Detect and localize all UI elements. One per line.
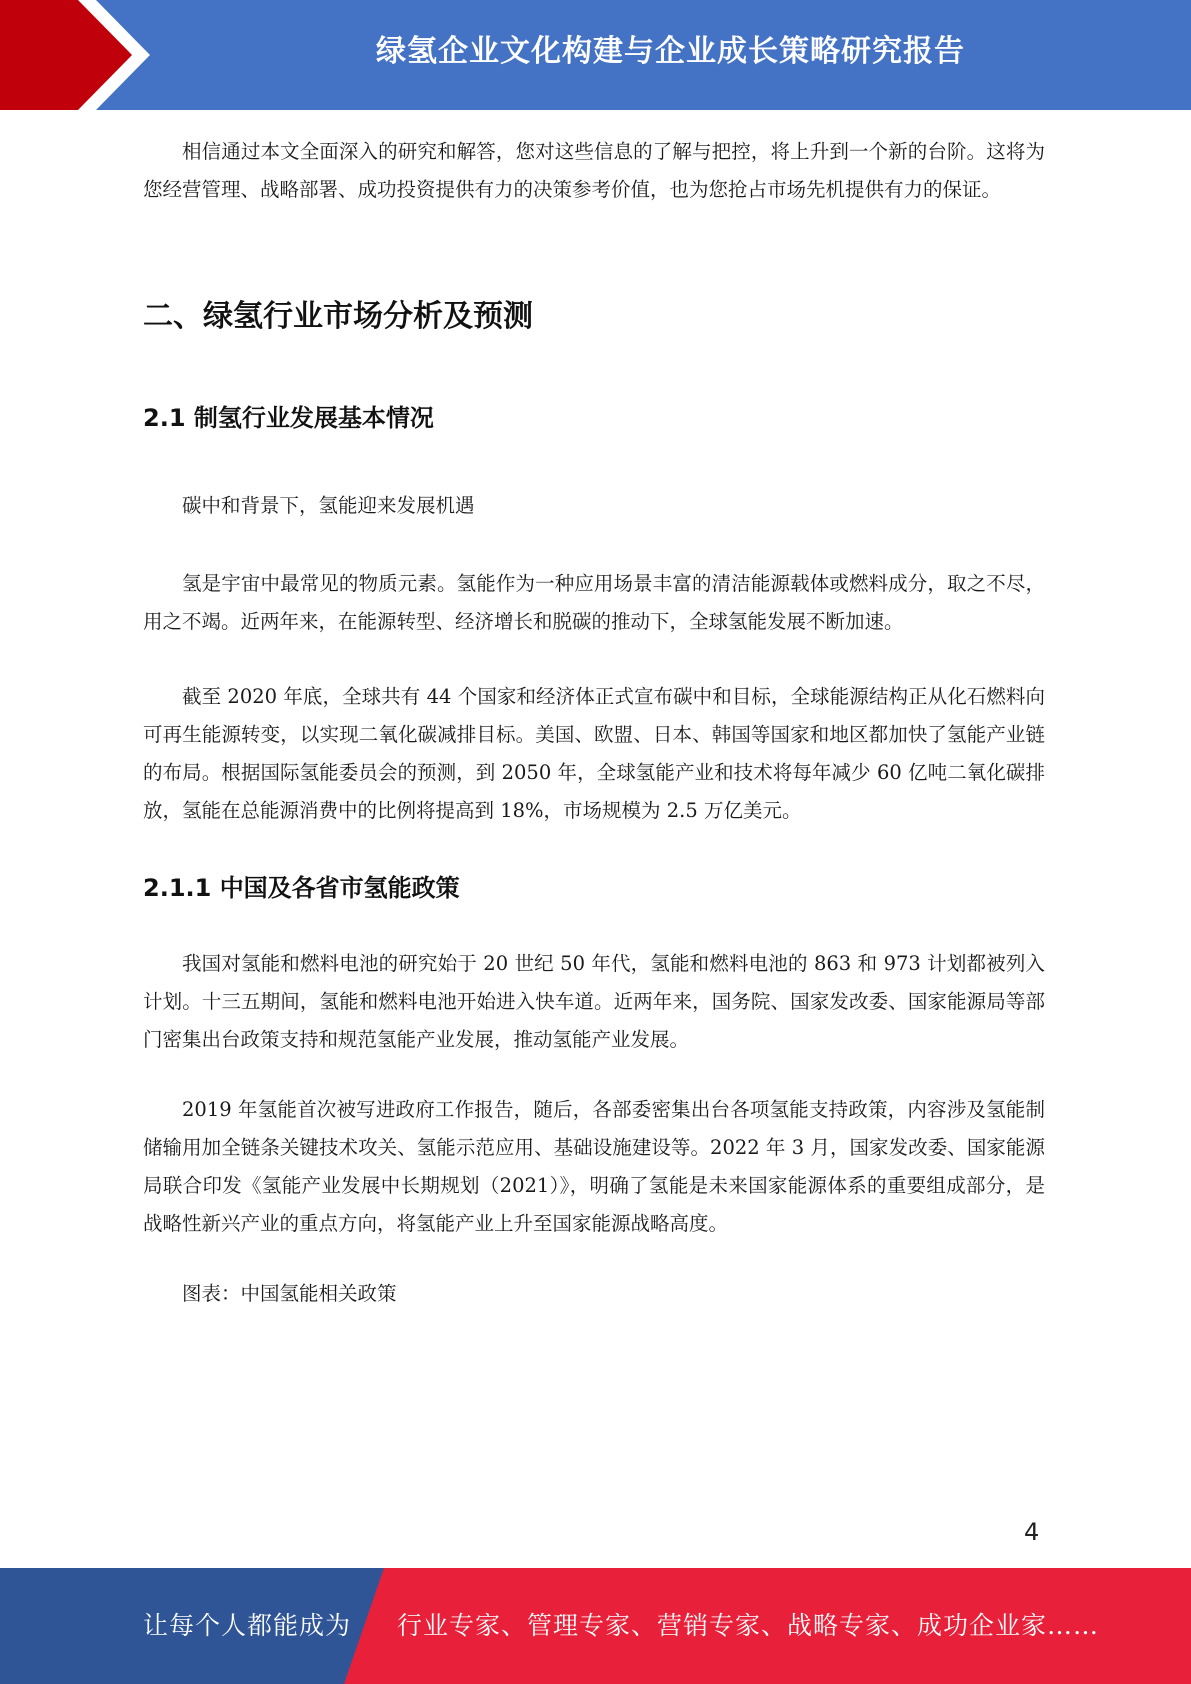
subsubsection-heading: 2.1.1 中国及各省市氢能政策: [143, 874, 460, 902]
section-heading: 二、绿氢行业市场分析及预测: [143, 299, 533, 334]
footer-slogan-right: 行业专家、管理专家、营销专家、战略专家、成功企业家……: [397, 1611, 1100, 1640]
page-footer: [0, 1568, 1191, 1684]
header-title: 绿氢企业文化构建与企业成长策略研究报告: [376, 34, 965, 69]
intro-paragraph: 相信通过本文全面深入的研究和解答，您对这些信息的了解与把控，将上升到一个新的台阶。这将为您经营管理、战略部署、成功投资提供有力的决策参考价值，也为您抢占市场先机提供有力的保证。: [143, 140, 1045, 201]
paragraph-3: 我国对氢能和燃料电池的研究始于 20 世纪 50 年代，氢能和燃料电池的 863 和 973 计划都被列入计划。十三五期间，氢能和燃料电池开始进入快车道。近两年来，国务院、国家发改委、国家能源局等部门密集出台政策支持和规范氢能产业发展，推动氢能产业发展。: [143, 952, 1045, 1051]
subsection-heading: 2.1 制氢行业发展基本情况: [143, 404, 434, 432]
lead-paragraph: 碳中和背景下，氢能迎来发展机遇: [182, 494, 475, 517]
page-header: [0, 0, 1191, 110]
header-chevron-icon: [0, 0, 160, 110]
figure-caption: 图表：中国氢能相关政策: [182, 1282, 397, 1305]
paragraph-4: 2019 年氢能首次被写进政府工作报告，随后，各部委密集出台各项氢能支持政策，内容涉及氢能制储输用加全链条关键技术攻关、氢能示范应用、基础设施建设等。2022 年 3 月，国家发改委、国家能源局联合印发《氢能产业发展中长期规划（2021）》，明确了氢能是未来国家能源体系的重要组成部分，是战略性新兴产业的重点方向，将氢能产业上升至国家能源战略高度。: [143, 1098, 1045, 1235]
paragraph-1: 氢是宇宙中最常见的物质元素。氢能作为一种应用场景丰富的清洁能源载体或燃料成分，取之不尽，用之不竭。近两年来，在能源转型、经济增长和脱碳的推动下，全球氢能发展不断加速。: [143, 572, 1045, 633]
footer-slogan-left: 让每个人都能成为: [143, 1611, 352, 1640]
paragraph-2: 截至 2020 年底，全球共有 44 个国家和经济体正式宣布碳中和目标，全球能源结构正从化石燃料向可再生能源转变，以实现二氧化碳减排目标。美国、欧盟、日本、韩国等国家和地区都加快了氢能产业链的布局。根据国际氢能委员会的预测，到 2050 年，全球氢能产业和技术将每年减少 60 亿吨二氧化碳排放，氢能在总能源消费中的比例将提高到 18%，市场规模为 2.5 万亿美元。: [143, 685, 1045, 822]
page-number: 4: [1024, 1518, 1040, 1546]
